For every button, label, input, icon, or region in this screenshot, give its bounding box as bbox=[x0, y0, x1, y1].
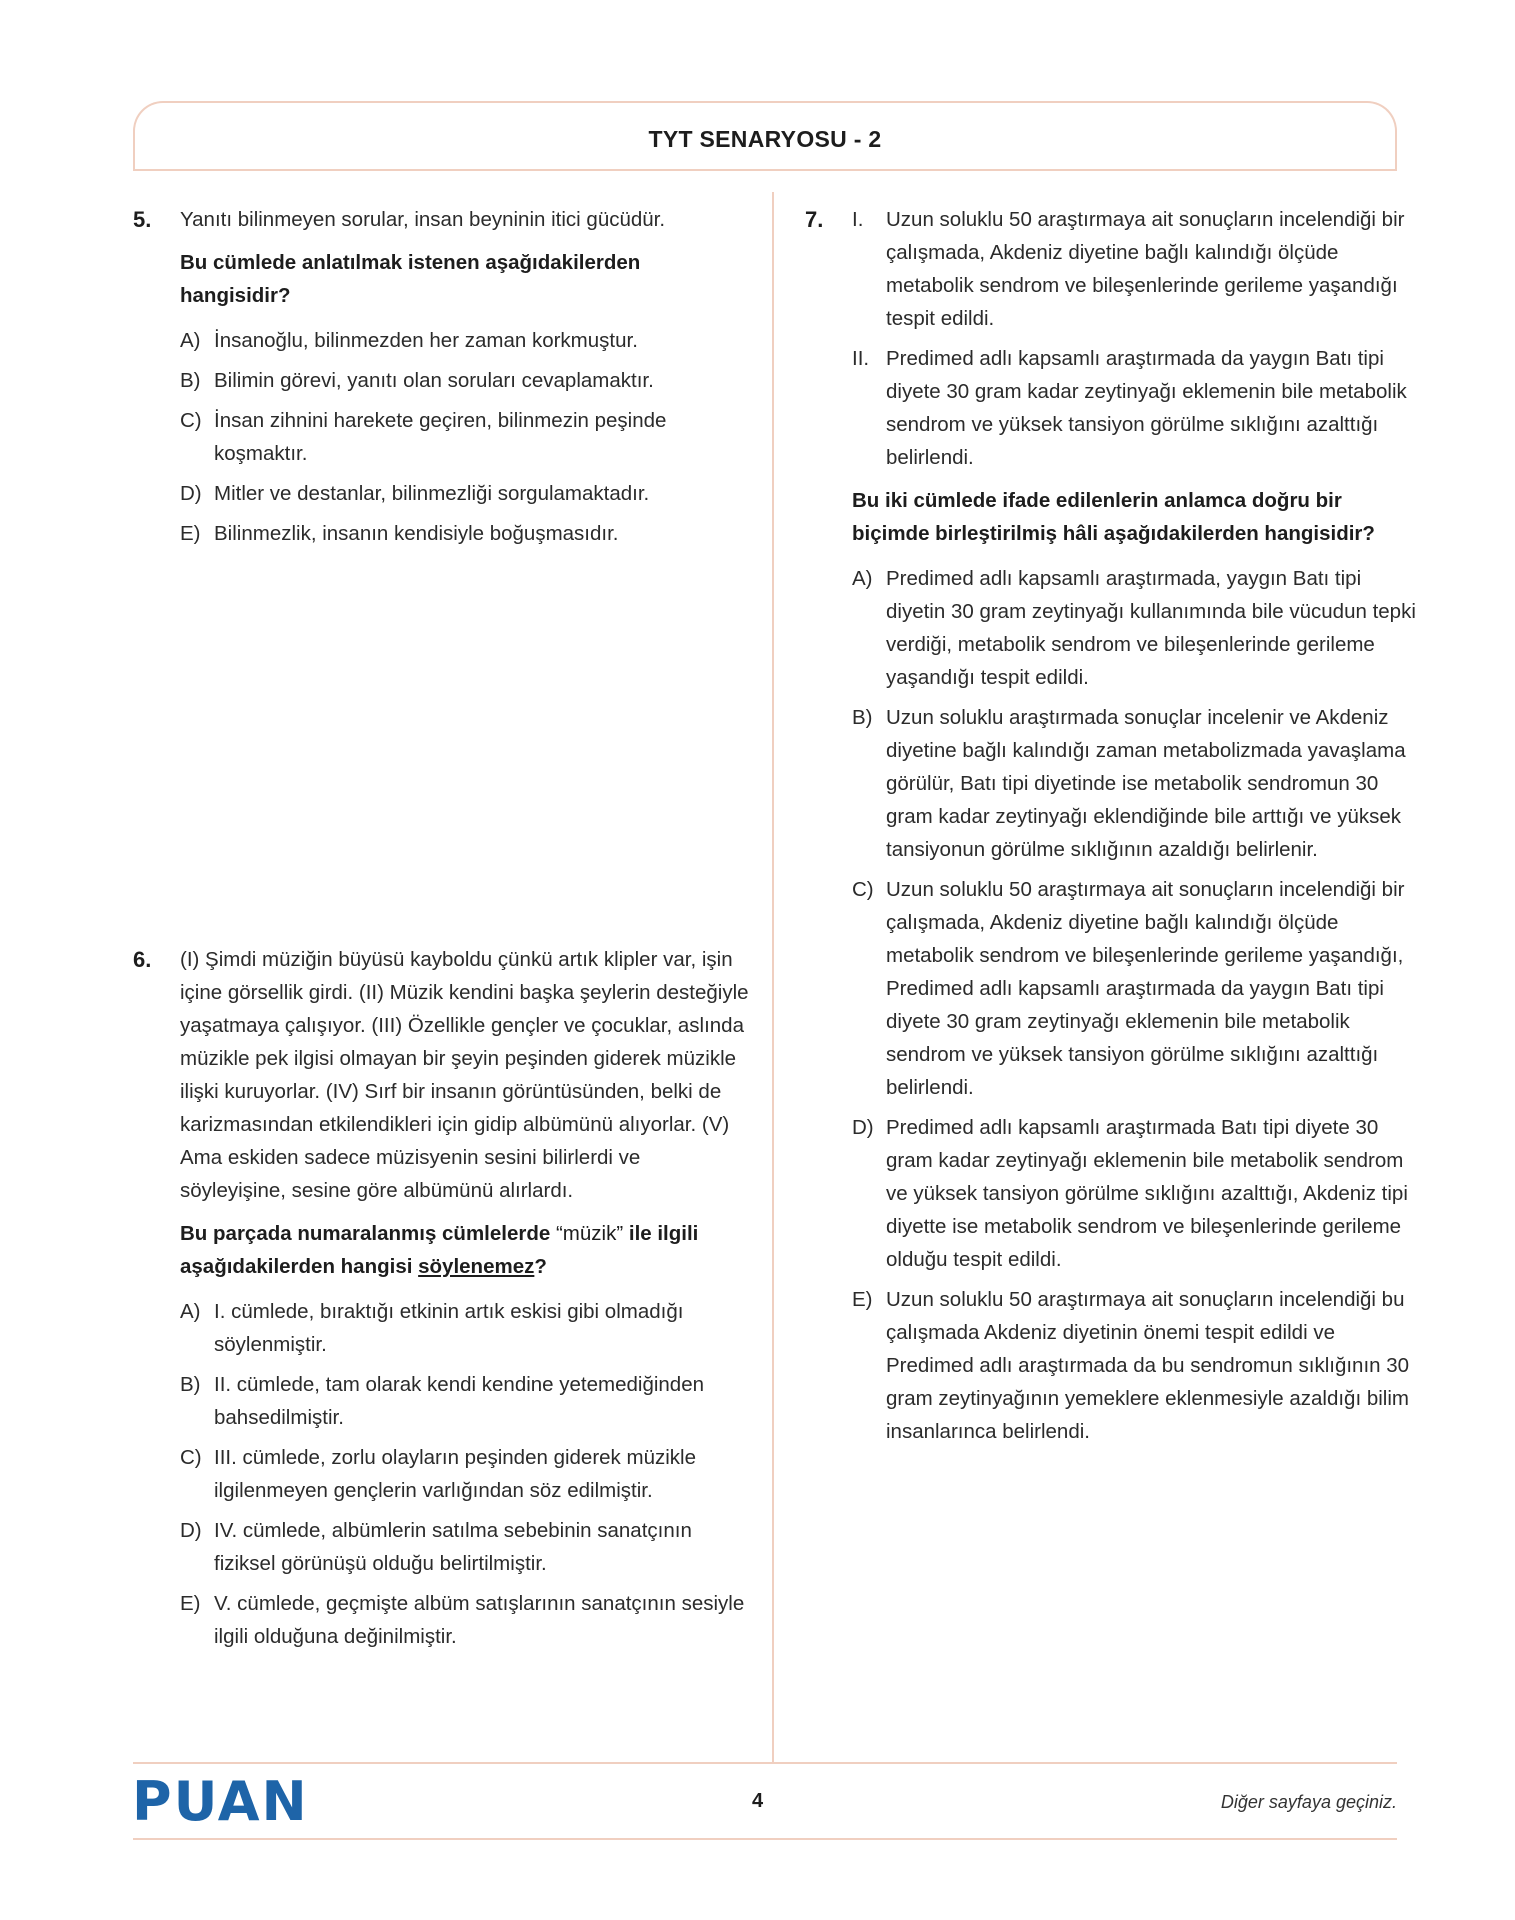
option-a[interactable] bbox=[180, 1295, 750, 1361]
option-letter: A) bbox=[180, 329, 201, 352]
option-text: İnsanoğlu, bilinmezden her zaman korkmuştur. bbox=[214, 329, 638, 352]
option-text: V. cümlede, geçmişte albüm satışlarının sanatçının sesiyle ilgili olduğuna değinilmiştir. bbox=[214, 1592, 745, 1648]
option-text: III. cümlede, zorlu olayların peşinden giderek müzikle ilgilenmeyen gençlerin varlığından söz edilmiştir. bbox=[214, 1446, 696, 1502]
option-c[interactable] bbox=[180, 404, 740, 470]
footer-bottom-rule bbox=[133, 1838, 1397, 1840]
header-title: TYT SENARYOSU - 2 bbox=[648, 126, 882, 152]
puan-logo: PUAN bbox=[132, 1770, 309, 1833]
option-letter: C) bbox=[852, 878, 874, 901]
statement-1 bbox=[852, 203, 1417, 335]
option-b[interactable] bbox=[180, 364, 740, 397]
question-prompt: Bu iki cümlede ifade edilenlerin anlamca doğru bir biçimde birleştirilmiş hâli aşağıdakilerden hangisidir? bbox=[852, 489, 1375, 545]
option-letter: A) bbox=[852, 567, 873, 590]
option-letter: E) bbox=[852, 1288, 873, 1311]
option-letter: D) bbox=[180, 482, 202, 505]
answer-options bbox=[852, 562, 1417, 1448]
option-text: Predimed adlı kapsamlı araştırmada Batı tipi diyete 30 gram kadar zeytinyağı eklemenin bile metabolik sendrom ve yüksek tansiyon görülme sıklığını azalttığı, Akdeniz tipi diyette ise metabolik sendrom ve bileşenlerinde gerileme olduğu tespit edildi. bbox=[886, 1116, 1408, 1271]
option-letter: C) bbox=[180, 409, 202, 432]
question-number: 7. bbox=[805, 207, 824, 232]
option-text: II. cümlede, tam olarak kendi kendine yetemediğinden bahsedilmiştir. bbox=[214, 1373, 705, 1429]
option-a[interactable] bbox=[852, 562, 1417, 694]
option-text: Uzun soluklu 50 araştırmaya ait sonuçların incelendiği bir çalışmada, Akdeniz diyetine bağlı kalındığı ölçüde metabolik sendrom ve bileşenlerinde gerileme yaşandığı, Predimed adlı kapsamlı araştırmada da yaygın Batı tipi diyete 30 gram zeytinyağı eklemenin bile metabolik sendrom ve yüksek tansiyon görülme sıklığını azalttığı belirlendi. bbox=[886, 878, 1405, 1099]
footer-top-rule bbox=[133, 1762, 1397, 1764]
option-text: Uzun soluklu araştırmada sonuçlar incelenir ve Akdeniz diyetine bağlı kalındığı zaman metabolizmada yavaşlama görülür, Batı tipi diyetinde ise metabolik sendromun 30 gram kadar zeytinyağı eklendiğinde bile arttığı ve yüksek tansiyonun görülme sıklığının azaldığı belirlenir. bbox=[886, 706, 1406, 861]
option-b[interactable] bbox=[852, 701, 1417, 866]
statement-number: I. bbox=[852, 208, 864, 231]
option-text: İnsan zihnini harekete geçiren, bilinmezin peşinde koşmaktır. bbox=[214, 409, 667, 465]
option-letter: D) bbox=[180, 1519, 202, 1542]
option-text: Predimed adlı kapsamlı araştırmada, yaygın Batı tipi diyetin 30 gram zeytinyağı kullanımında bile vücudun tepki verdiği, metabolik sendrom ve bileşenlerinde gerileme yaşandığı tespit edildi. bbox=[886, 567, 1416, 689]
option-e[interactable] bbox=[852, 1283, 1417, 1448]
question-prompt bbox=[180, 1217, 750, 1283]
stem-text: Yanıtı bilinmeyen sorular, insan beyninin itici gücüdür. bbox=[180, 208, 666, 231]
option-letter: B) bbox=[180, 1373, 201, 1396]
prompt-end: ? bbox=[534, 1255, 547, 1278]
question-stem bbox=[180, 203, 740, 236]
page-header bbox=[133, 101, 1397, 171]
option-c[interactable] bbox=[180, 1441, 750, 1507]
option-d[interactable] bbox=[852, 1111, 1417, 1276]
option-a[interactable] bbox=[180, 324, 740, 357]
column-divider bbox=[772, 192, 774, 1762]
prompt-underlined: söylenemez bbox=[418, 1255, 535, 1278]
answer-options bbox=[180, 1295, 750, 1653]
option-letter: D) bbox=[852, 1116, 874, 1139]
option-d[interactable] bbox=[180, 1514, 750, 1580]
option-text: Uzun soluklu 50 araştırmaya ait sonuçların incelendiği bu çalışmada Akdeniz diyetinin önemi tespit edildi ve Predimed adlı araştırmada da bu sendromun sıklığının 30 gram zeytinyağının yemeklere eklenmesiyle azaldığı bilim insanlarınca belirlendi. bbox=[886, 1288, 1410, 1443]
answer-options bbox=[180, 324, 740, 550]
option-text: Bilimin görevi, yanıtı olan soruları cevaplamaktır. bbox=[214, 369, 654, 392]
question-number: 5. bbox=[133, 207, 152, 232]
statement-text: Uzun soluklu 50 araştırmaya ait sonuçların incelendiği bir çalışmada, Akdeniz diyetine bağlı kalındığı ölçüde metabolik sendrom ve bileşenlerinde gerileme yaşandığı tespit edildi. bbox=[886, 208, 1405, 330]
page-number: 4 bbox=[751, 1790, 764, 1812]
statement-number: II. bbox=[852, 347, 870, 370]
option-letter: E) bbox=[180, 522, 201, 545]
question-statements bbox=[852, 203, 1417, 474]
prompt-part-2: ile ilgili aşağıdakilerden hangisi bbox=[180, 1222, 699, 1278]
option-letter: C) bbox=[180, 1446, 202, 1469]
question-number: 6. bbox=[133, 947, 152, 972]
option-e[interactable] bbox=[180, 1587, 750, 1653]
option-c[interactable] bbox=[852, 873, 1417, 1104]
option-letter: A) bbox=[180, 1300, 201, 1323]
option-b[interactable] bbox=[180, 1368, 750, 1434]
prompt-quote: “müzik” bbox=[555, 1222, 624, 1245]
statement-2 bbox=[852, 342, 1417, 474]
passage-text: (I) Şimdi müziğin büyüsü kayboldu çünkü artık klipler var, işin içine görsellik girdi. (II) Müzik kendini başka şeylerin desteğiyle yaşatmaya çalışıyor. (III) Özellikle gençler ve çocuklar, aslında müzikle pek ilgisi olmayan bir şeyin peşinden giderek müzikle ilişki kuruyorlar. (IV) Sırf bir insanın görüntüsünden, belki de karizmasından etkilendikleri için gidip albümünü alıyorlar. (V) Ama eskiden sadece müzisyenin sesini bilirlerdi ve söyleyişine, sesine göre albümünü alırlardı. bbox=[180, 948, 749, 1202]
option-letter: B) bbox=[180, 369, 201, 392]
option-text: Bilinmezlik, insanın kendisiyle boğuşmasıdır. bbox=[214, 522, 619, 545]
option-text: Mitler ve destanlar, bilinmezliği sorgulamaktadır. bbox=[214, 482, 650, 505]
option-letter: E) bbox=[180, 1592, 201, 1615]
option-letter: B) bbox=[852, 706, 873, 729]
option-text: IV. cümlede, albümlerin satılma sebebinin sanatçının fiziksel görünüşü olduğu belirtilmiştir. bbox=[214, 1519, 692, 1575]
option-e[interactable] bbox=[180, 517, 740, 550]
question-passage bbox=[180, 943, 750, 1207]
prompt-part-1: Bu parçada numaralanmış cümlelerde bbox=[180, 1222, 551, 1245]
next-page-note: Diğer sayfaya geçiniz. bbox=[1220, 1792, 1397, 1812]
statement-text: Predimed adlı kapsamlı araştırmada da yaygın Batı tipi diyete 30 gram kadar zeytinyağı eklemenin bile metabolik sendrom ve yüksek tansiyon görülme sıklığını azalttığı belirlendi. bbox=[886, 347, 1407, 469]
question-prompt: Bu cümlede anlatılmak istenen aşağıdakilerden hangisidir? bbox=[180, 251, 641, 307]
option-d[interactable] bbox=[180, 477, 740, 510]
option-text: I. cümlede, bıraktığı etkinin artık eskisi gibi olmadığı söylenmiştir. bbox=[214, 1300, 684, 1356]
